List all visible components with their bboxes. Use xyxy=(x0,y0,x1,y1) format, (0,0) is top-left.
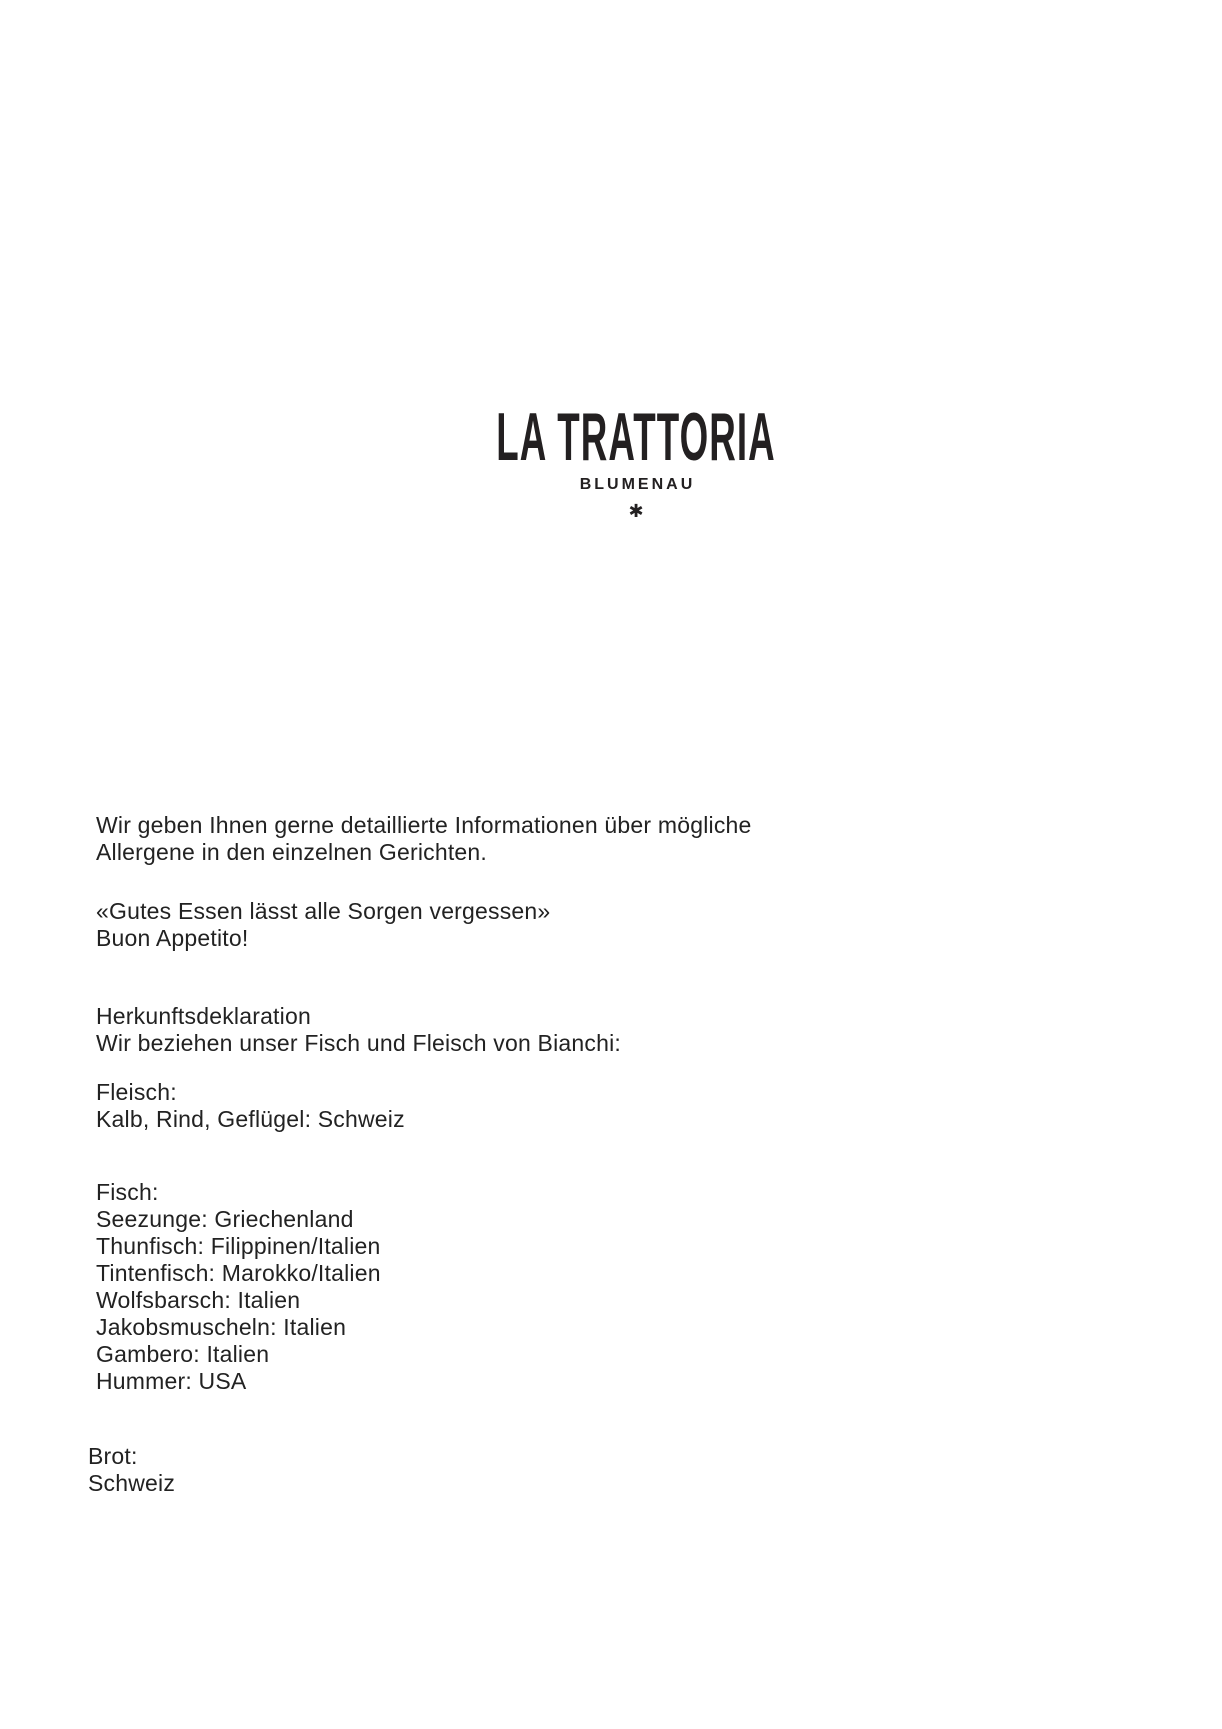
allergen-note-line2: Allergene in den einzelnen Gerichten. xyxy=(96,839,487,865)
star-icon: ✱ xyxy=(628,501,644,521)
quote-line: «Gutes Essen lässt alle Sorgen vergessen» xyxy=(96,898,551,924)
menu-content xyxy=(88,812,752,1497)
fish-origin-item: Tintenfisch: Marokko/Italien xyxy=(96,1260,381,1286)
fish-origin-item: Hummer: USA xyxy=(96,1368,247,1394)
logo-subtitle: BLUMENAU xyxy=(579,476,696,493)
restaurant-logo xyxy=(25,399,1222,521)
fish-origin-item: Seezunge: Griechenland xyxy=(96,1206,354,1232)
fish-section-label: Fisch: xyxy=(96,1179,159,1205)
bread-section xyxy=(88,1443,752,1497)
fish-origin-item: Jakobsmuscheln: Italien xyxy=(96,1314,347,1340)
quote-buon-appetito: Buon Appetito! xyxy=(96,925,249,951)
allergen-note-line1: Wir geben Ihnen gerne detaillierte Informationen über mögliche xyxy=(96,812,752,838)
fish-origin-item: Wolfsbarsch: Italien xyxy=(96,1287,301,1313)
allergen-note xyxy=(96,812,752,866)
quote xyxy=(96,898,752,952)
meat-section xyxy=(96,1079,752,1133)
logo-title: LA TRATTORIA xyxy=(496,399,776,475)
origin-declaration xyxy=(96,1003,752,1057)
origin-declaration-subheading: Wir beziehen unser Fisch und Fleisch von Bianchi: xyxy=(96,1030,621,1056)
fish-section xyxy=(96,1179,752,1395)
origin-declaration-heading: Herkunftsdeklaration xyxy=(96,1003,311,1029)
bread-section-label: Brot: xyxy=(88,1443,138,1469)
fish-origin-item: Thunfisch: Filippinen/Italien xyxy=(96,1233,381,1259)
meat-section-label: Fleisch: xyxy=(96,1079,177,1105)
bread-origin-item: Schweiz xyxy=(88,1470,176,1496)
fish-origin-item: Gambero: Italien xyxy=(96,1341,270,1367)
meat-origin-item: Kalb, Rind, Geflügel: Schweiz xyxy=(96,1106,405,1132)
